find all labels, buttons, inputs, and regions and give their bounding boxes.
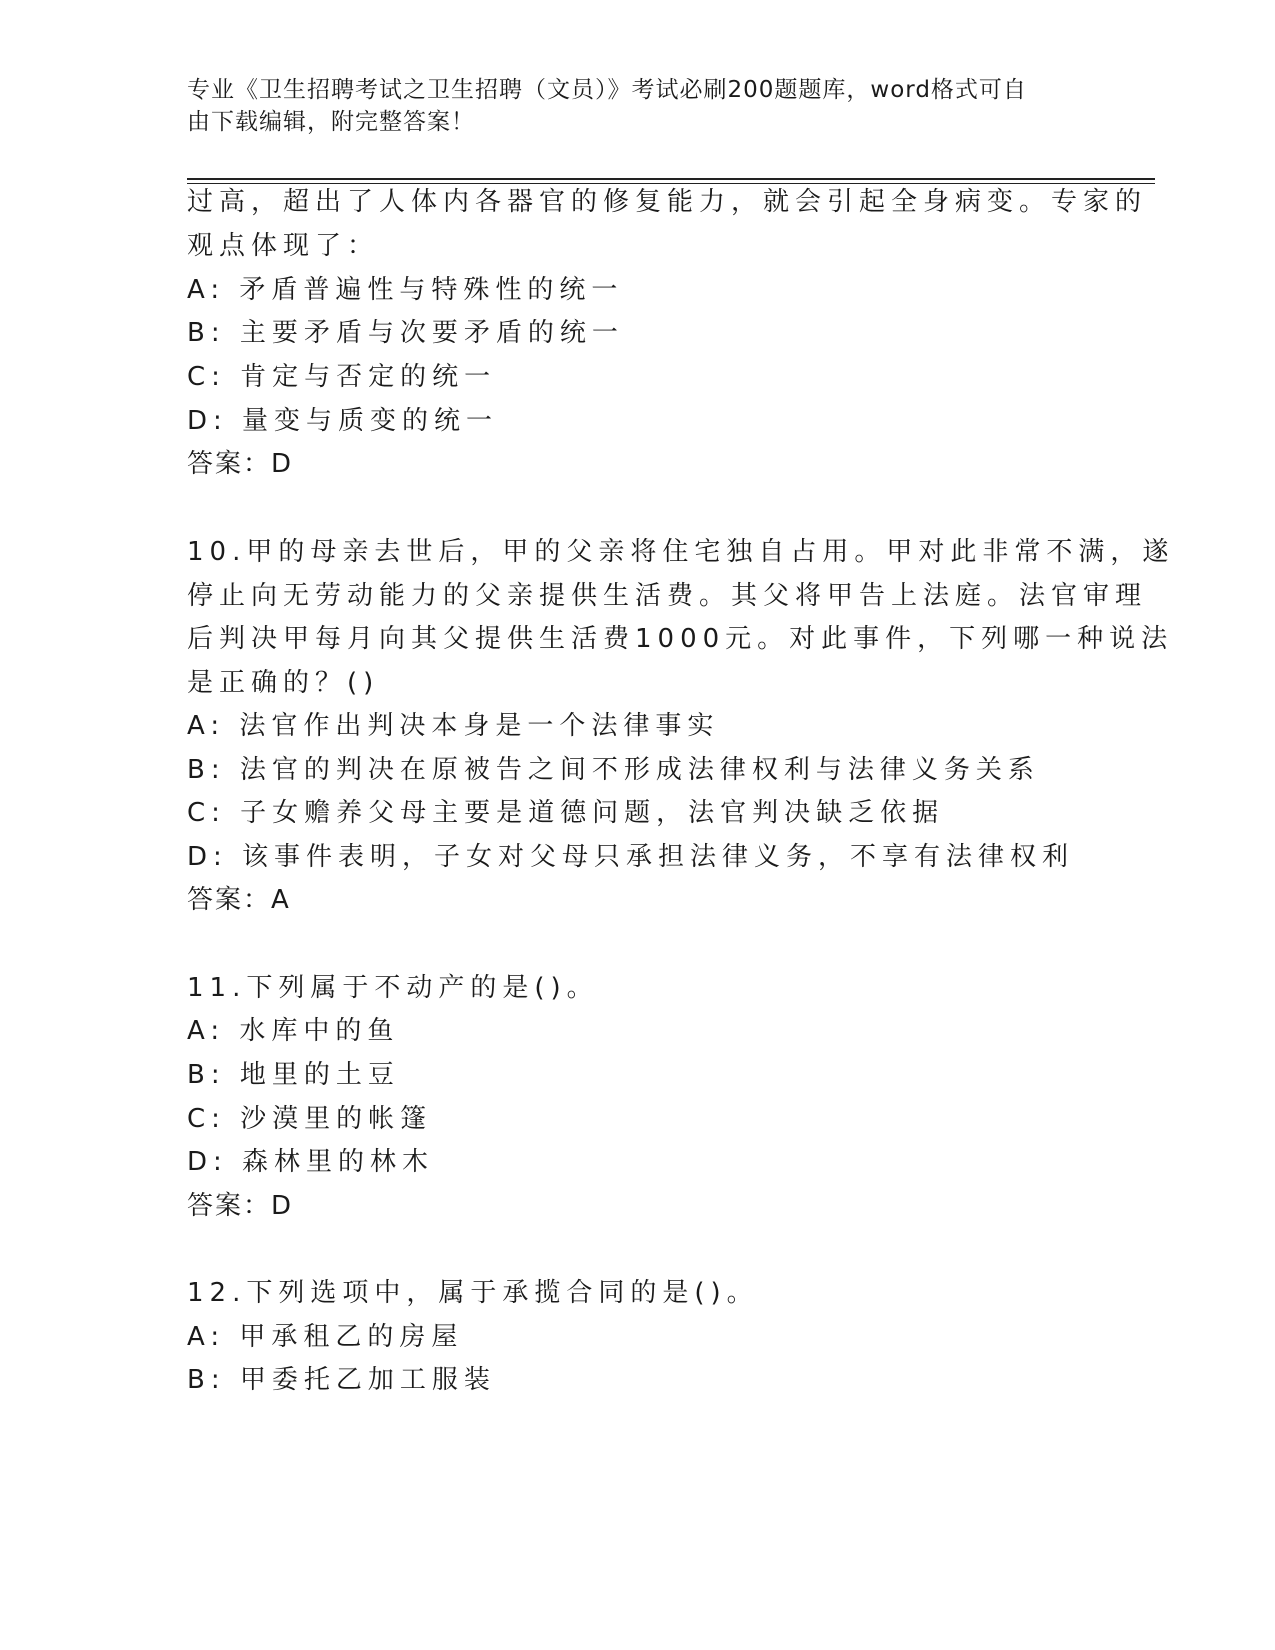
q11-option-d: D: 森林里的林木: [187, 1147, 435, 1177]
q10-option-a: A: 法官作出判决本身是一个法律事实: [187, 711, 720, 741]
question-10-text: 停止向无劳动能力的父亲提供生活费。其父将甲告上法庭。法官审理: [187, 581, 1148, 611]
q11-answer: 答案：D: [187, 1191, 294, 1221]
document-header: [187, 74, 1067, 138]
header-title-line-1: 专业《卫生招聘考试之卫生招聘（文员）》考试必刷200题题库，word格式可自: [187, 77, 1027, 103]
q11-option-b: B: 地里的土豆: [187, 1060, 400, 1090]
question-10-text: 10.甲的母亲去世后，甲的父亲将住宅独自占用。甲对此非常不满，遂: [187, 537, 1175, 567]
q10-option-c: C: 子女赡养父母主要是道德问题，法官判决缺乏依据: [187, 798, 945, 828]
q11-option-c: C: 沙漠里的帐篷: [187, 1104, 433, 1134]
option-b: B: 主要矛盾与次要矛盾的统一: [187, 318, 624, 348]
q10-option-d: D: 该事件表明，子女对父母只承担法律义务，不享有法律权利: [187, 842, 1075, 872]
question-text: 观点体现了：: [187, 231, 380, 261]
q12-option-b: B: 甲委托乙加工服装: [187, 1365, 496, 1395]
header-title-line-2: 由下载编辑，附完整答案！: [187, 109, 475, 135]
answer-line: 答案：D: [187, 449, 294, 479]
q11-option-a: A: 水库中的鱼: [187, 1016, 400, 1046]
question-11-text: 11.下列属于不动产的是()。: [187, 973, 599, 1003]
option-c: C: 肯定与否定的统一: [187, 362, 497, 392]
q10-option-b: B: 法官的判决在原被告之间不形成法律权利与法律义务关系: [187, 755, 1040, 785]
q10-answer: 答案：A: [187, 885, 291, 915]
question-10-text: 是正确的？(): [187, 668, 380, 698]
question-10-text: 后判决甲每月向其父提供生活费1000元。对此事件，下列哪一种说法: [187, 624, 1174, 654]
header-divider-thick: [187, 178, 1155, 180]
option-d: D: 量变与质变的统一: [187, 406, 499, 436]
q12-option-a: A: 甲承租乙的房屋: [187, 1322, 464, 1352]
question-text: 过高，超出了人体内各器官的修复能力，就会引起全身病变。专家的: [187, 187, 1148, 217]
option-a: A: 矛盾普遍性与特殊性的统一: [187, 275, 624, 305]
question-12-text: 12.下列选项中，属于承揽合同的是()。: [187, 1278, 759, 1308]
